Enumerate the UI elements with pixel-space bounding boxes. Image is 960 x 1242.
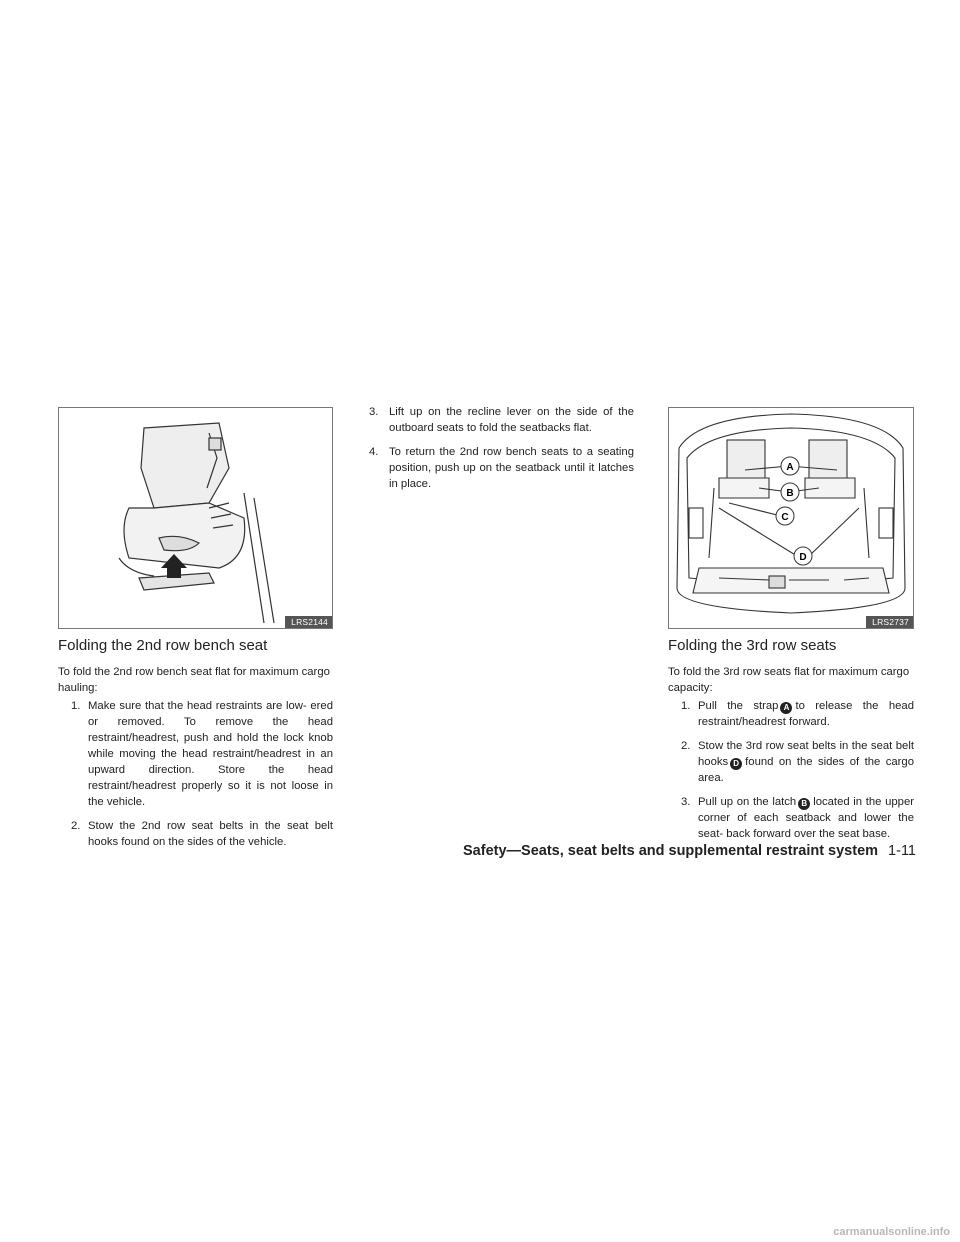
step-text: found on the sides of the cargo area. (698, 756, 914, 784)
seat-illustration (59, 408, 332, 628)
step-text: Lift up on the recline lever on the side of the outboard seats to fold the seatbacks flat. (389, 406, 634, 434)
label-d: D (799, 552, 807, 563)
label-a: A (786, 462, 794, 473)
figure-code: LRS2144 (285, 616, 332, 628)
cargo-area-illustration (669, 408, 913, 628)
label-c: C (781, 512, 789, 523)
list-item (668, 794, 914, 842)
steps-list (58, 698, 333, 850)
step-number: 3. (681, 796, 691, 808)
section-heading: Folding the 3rd row seats (668, 637, 837, 654)
callout-badge: A (780, 702, 792, 714)
step-text: Stow the 3rd row seat belts in the seat belt hooks (698, 740, 914, 768)
step-number: 1. (681, 700, 691, 712)
step-text: To return the 2nd row bench seats to a seating position, push up on the seatback until it latches in place. (389, 446, 634, 490)
watermark: carmanualsonline.info (833, 1226, 950, 1238)
figure-code: LRS2737 (866, 616, 913, 628)
step-number: 4. (369, 446, 379, 458)
callout-badge: D (730, 758, 742, 770)
figure-2nd-row-seat (58, 407, 333, 629)
step-number: 3. (369, 406, 379, 418)
list-item (668, 738, 914, 786)
right-column (668, 407, 914, 850)
list-item (668, 698, 914, 730)
middle-column (369, 404, 634, 500)
figure-3rd-row-seats (668, 407, 914, 629)
step-number: 2. (681, 740, 691, 752)
list-item (369, 444, 634, 492)
step-text: Stow the 2nd row seat belts in the seat belt hooks found on the sides of the vehicle. (88, 820, 333, 848)
step-number: 2. (71, 820, 81, 832)
callout-badge: B (798, 798, 810, 810)
step-text: Pull up on the latch (698, 796, 797, 808)
step-text: Pull the strap (698, 700, 779, 712)
intro-text: To fold the 2nd row bench seat flat for maximum cargo hauling: (58, 666, 330, 694)
section-title: Safety—Seats, seat belts and supplemental restraint system (463, 843, 879, 859)
intro-text: To fold the 3rd row seats flat for maximum cargo capacity: (668, 666, 910, 694)
left-column (58, 407, 333, 858)
steps-list (369, 404, 634, 492)
step-text: located in the upper corner of each seatback and lower the seat- back forward over the seat base. (698, 796, 915, 840)
label-b: B (786, 488, 794, 499)
page-number: 1-11 (888, 843, 916, 859)
step-text: Make sure that the head restraints are low- ered or removed. To remove the head restraint/headrest, push and hold the lock knob while moving the head restraint/headrest in an upward direction. Store the head restraint/headrest properly so it is not loose in the vehicle. (88, 700, 333, 808)
step-number: 1. (71, 700, 81, 712)
page-footer (0, 843, 916, 859)
step-text: to release the head restraint/headrest forward. (698, 700, 914, 728)
list-item (369, 404, 634, 436)
list-item (58, 698, 333, 810)
steps-list (668, 698, 914, 842)
section-heading: Folding the 2nd row bench seat (58, 637, 268, 654)
